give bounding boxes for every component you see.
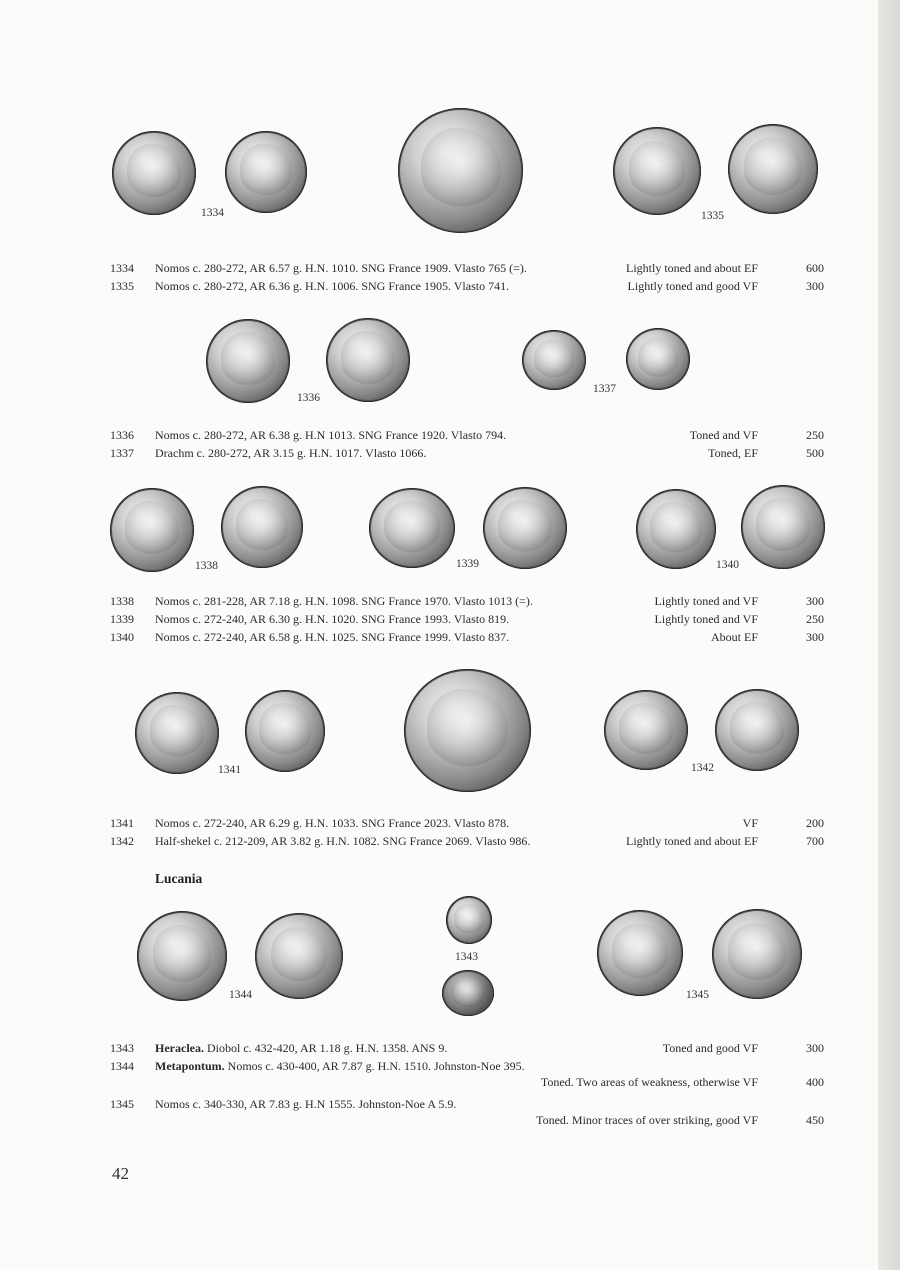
lot-grade: Toned and VF bbox=[689, 428, 758, 442]
coin-photo bbox=[112, 131, 196, 215]
coin-photo bbox=[255, 913, 343, 999]
coin-label: 1337 bbox=[593, 383, 616, 395]
lot-description bbox=[155, 259, 527, 277]
coin-photo bbox=[137, 911, 227, 1001]
lot-grade: Toned and good VF bbox=[662, 1041, 758, 1055]
lot-grade: Toned. Minor traces of over striking, good VF bbox=[536, 1113, 758, 1127]
lot-number: 1334 bbox=[110, 261, 134, 275]
lot-row bbox=[0, 832, 880, 850]
lot-estimate: 700 bbox=[806, 834, 824, 848]
coin-photo bbox=[398, 108, 523, 233]
lot-estimate: 400 bbox=[806, 1075, 824, 1089]
lot-estimate: 300 bbox=[806, 1041, 824, 1055]
coin-photo bbox=[483, 487, 567, 569]
coin-label: 1334 bbox=[201, 207, 224, 219]
coin-photo bbox=[626, 328, 690, 390]
lot-row bbox=[0, 1039, 880, 1057]
lot-row-continued bbox=[0, 1111, 880, 1129]
coin-photo bbox=[712, 909, 802, 999]
lot-grade: Lightly toned and VF bbox=[654, 594, 758, 608]
coin-label: 1336 bbox=[297, 392, 320, 404]
lot-estimate: 500 bbox=[806, 446, 824, 460]
coin-photo bbox=[613, 127, 701, 215]
coin-photo bbox=[245, 690, 325, 772]
lot-description bbox=[155, 592, 533, 610]
coin-label: 1342 bbox=[691, 762, 714, 774]
lot-grade: Lightly toned and VF bbox=[654, 612, 758, 626]
coin-label: 1338 bbox=[195, 560, 218, 572]
lot-description bbox=[155, 814, 509, 832]
lot-estimate: 300 bbox=[806, 279, 824, 293]
lot-details: Nomos c. 272-240, AR 6.30 g. H.N. 1020. SNG France 1993. Vlasto 819. bbox=[155, 612, 510, 626]
lot-mint: Heraclea. bbox=[155, 1041, 204, 1055]
lot-row bbox=[0, 592, 880, 610]
lot-grade: Lightly toned and about EF bbox=[626, 261, 758, 275]
page-edge bbox=[878, 0, 900, 1270]
page-number: 42 bbox=[112, 1164, 129, 1183]
lot-row bbox=[0, 277, 880, 295]
lot-details: Half-shekel c. 212-209, AR 3.82 g. H.N. 1082. SNG France 2069. Vlasto 986. bbox=[155, 834, 531, 848]
lot-grade: About EF bbox=[710, 630, 758, 644]
lot-details: Nomos c. 272-240, AR 6.58 g. H.N. 1025. SNG France 1999. Vlasto 837. bbox=[155, 630, 510, 644]
coin-label: 1340 bbox=[716, 559, 739, 571]
lot-estimate: 250 bbox=[806, 612, 824, 626]
lot-number: 1345 bbox=[110, 1097, 134, 1111]
lot-description bbox=[155, 832, 530, 850]
lot-number: 1338 bbox=[110, 594, 134, 608]
lot-grade: Toned. Two areas of weakness, otherwise VF bbox=[540, 1075, 758, 1089]
lot-number: 1340 bbox=[110, 630, 134, 644]
lot-details: Nomos c. 340-330, AR 7.83 g. H.N 1555. Johnston-Noe A 5.9. bbox=[155, 1097, 457, 1111]
lot-row bbox=[0, 610, 880, 628]
lot-details: Nomos c. 272-240, AR 6.29 g. H.N. 1033. SNG France 2023. Vlasto 878. bbox=[155, 816, 510, 830]
coin-photo bbox=[604, 690, 688, 770]
lot-estimate: 300 bbox=[806, 630, 824, 644]
coin-photo bbox=[110, 488, 194, 572]
lot-description bbox=[155, 628, 509, 646]
lot-mint: Metapontum. bbox=[155, 1059, 225, 1073]
lot-number: 1342 bbox=[110, 834, 134, 848]
lot-description bbox=[155, 277, 509, 295]
lot-estimate: 250 bbox=[806, 428, 824, 442]
coin-photo bbox=[522, 330, 586, 390]
lot-estimate: 600 bbox=[806, 261, 824, 275]
coin-photo bbox=[597, 910, 683, 996]
coin-photo bbox=[715, 689, 799, 771]
lot-details: Nomos c. 280-272, AR 6.38 g. H.N 1013. SNG France 1920. Vlasto 794. bbox=[155, 428, 507, 442]
coin-label: 1344 bbox=[229, 989, 252, 1001]
lot-details: Nomos c. 280-272, AR 6.36 g. H.N. 1006. SNG France 1905. Vlasto 741. bbox=[155, 279, 510, 293]
lot-details: Diobol c. 432-420, AR 1.18 g. H.N. 1358. ANS 9. bbox=[206, 1041, 448, 1055]
coin-photo bbox=[135, 692, 219, 774]
lot-row-continued bbox=[0, 1073, 880, 1091]
lot-number: 1336 bbox=[110, 428, 134, 442]
lot-row bbox=[0, 426, 880, 444]
lot-number: 1335 bbox=[110, 279, 134, 293]
coin-photo bbox=[446, 896, 492, 944]
lot-description bbox=[155, 444, 426, 462]
lot-estimate: 450 bbox=[806, 1113, 824, 1127]
lot-row bbox=[0, 444, 880, 462]
coin-label: 1345 bbox=[686, 989, 709, 1001]
lot-details: Drachm c. 280-272, AR 3.15 g. H.N. 1017. Vlasto 1066. bbox=[155, 446, 427, 460]
lot-description bbox=[155, 610, 509, 628]
lot-row bbox=[0, 259, 880, 277]
lot-number: 1341 bbox=[110, 816, 134, 830]
lot-details: Nomos c. 430-400, AR 7.87 g. H.N. 1510. Johnston-Noe 395. bbox=[227, 1059, 525, 1073]
coin-label: 1341 bbox=[218, 764, 241, 776]
coin-photo bbox=[225, 131, 307, 213]
coin-photo bbox=[221, 486, 303, 568]
coin-photo bbox=[636, 489, 716, 569]
coin-photo bbox=[369, 488, 455, 568]
coin-photo bbox=[741, 485, 825, 569]
section-heading: Lucania bbox=[155, 871, 203, 886]
coin-photo bbox=[206, 319, 290, 403]
lot-estimate: 200 bbox=[806, 816, 824, 830]
lot-estimate: 300 bbox=[806, 594, 824, 608]
lot-grade: Lightly toned and about EF bbox=[626, 834, 758, 848]
coin-label: 1343 bbox=[455, 951, 478, 963]
lot-grade: Toned, EF bbox=[708, 446, 758, 460]
lot-grade: Lightly toned and good VF bbox=[627, 279, 758, 293]
lot-row bbox=[0, 628, 880, 646]
lot-number: 1337 bbox=[110, 446, 134, 460]
lot-description bbox=[155, 1039, 447, 1057]
coin-label: 1335 bbox=[701, 210, 724, 222]
coin-photo bbox=[442, 970, 494, 1016]
lot-row bbox=[0, 814, 880, 832]
coin-photo bbox=[326, 318, 410, 402]
lot-grade: VF bbox=[742, 816, 758, 830]
lot-number: 1343 bbox=[110, 1041, 134, 1055]
lot-number: 1344 bbox=[110, 1059, 134, 1073]
lot-details: Nomos c. 281-228, AR 7.18 g. H.N. 1098. SNG France 1970. Vlasto 1013 (=). bbox=[155, 594, 533, 608]
coin-label: 1339 bbox=[456, 558, 479, 570]
lot-description bbox=[155, 426, 506, 444]
coin-photo bbox=[728, 124, 818, 214]
lot-details: Nomos c. 280-272, AR 6.57 g. H.N. 1010. SNG France 1909. Vlasto 765 (=). bbox=[155, 261, 527, 275]
lot-number: 1339 bbox=[110, 612, 134, 626]
coin-photo bbox=[404, 669, 531, 792]
